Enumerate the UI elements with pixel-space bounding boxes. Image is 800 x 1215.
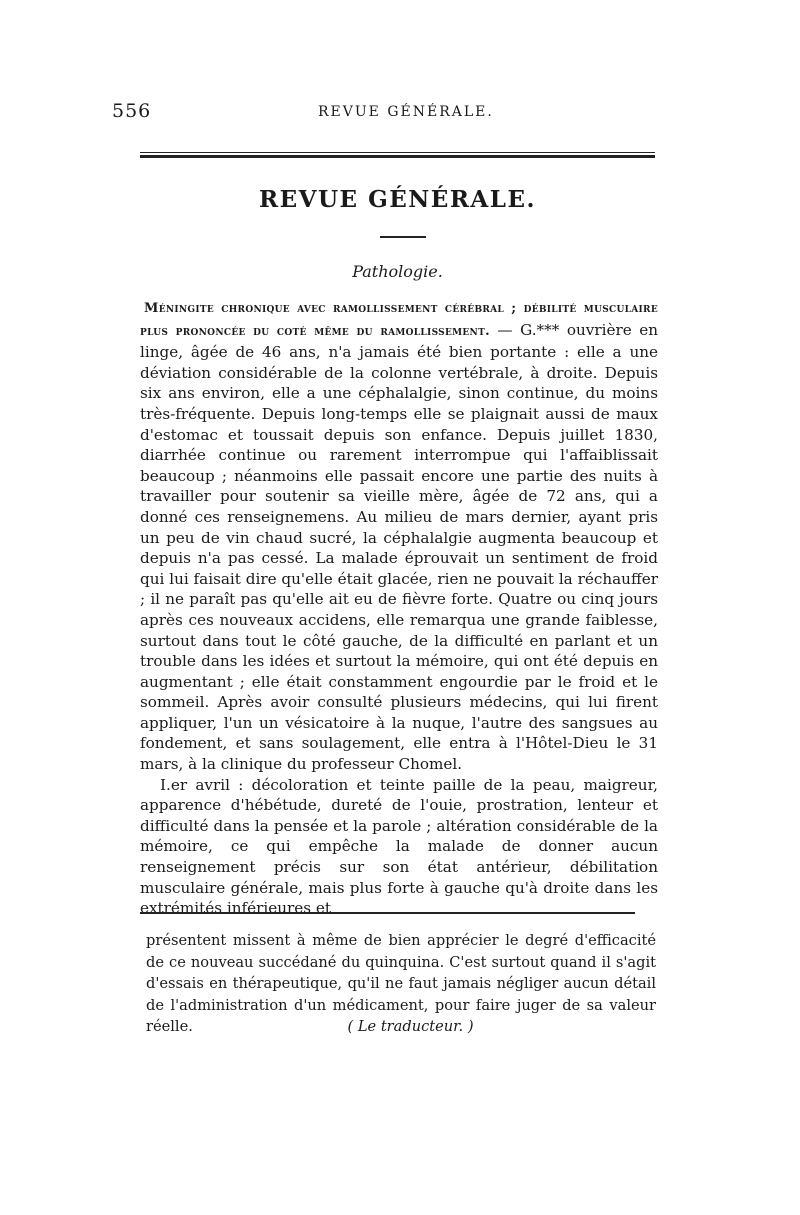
footnote-rule <box>140 912 635 914</box>
article-paragraph-1 <box>140 297 658 775</box>
footnote-signature: ( Le traducteur. ) <box>347 1018 474 1035</box>
footnote <box>146 930 656 1038</box>
footnote-text: présentent missent à même de bien apprécier le degré d'efficacité de ce nouveau succédané du quinquina. C'est surtout quand il s'agit d'essais en thérapeutique, qu'il ne faut jamais négliger aucun détail de l'administration d'un médicament, pour faire juger de sa valeur réelle. <box>146 932 656 1035</box>
subsection-title: Pathologie. <box>352 262 443 281</box>
article-paragraph-1-text: — G.*** ouvrière en linge, âgée de 46 ans, n'a jamais été bien portante : elle a une déviation considérable de la colonne vertébrale, à droite. Depuis six ans environ, elle a une céphalalgie, sinon continue, du moins très-fréquente. Depuis long-temps elle se plaignait aussi de maux d'estomac et toussait depuis son enfance. Depuis juillet 1830, diarrhée continue ou rarement interrompue qui l'affaiblissait beaucoup ; néanmoins elle passait encore une partie des nuits à travailler pour soutenir sa vieille mère, âgée de 72 ans, qui a donné ces renseignemens. Au milieu de mars dernier, ayant pris un peu de vin chaud sucré, la céphalalgie augmenta beaucoup et depuis n'a pas cessé. La malade éprouvait un sentiment de froid qui lui faisait dire qu'elle était glacée, rien ne pouvait la réchauffer ; il ne paraît pas qu'elle ait eu de fièvre forte. Quatre ou cinq jours après ces nouveaux accidens, elle remarqua une grande faiblesse, surtout dans tout le côté gauche, de la difficulté en parlant et un trouble dans les idées et surtout la mémoire, qui ont été depuis en augmentant ; elle était constamment engourdie par le froid et le sommeil. Après avoir consulté plusieurs médecins, qui lui firent appliquer, l'un un vésicatoire à la nuque, l'autre des sangsues au fondement, et sans soulagement, elle entra à l'Hôtel-Dieu le 31 mars, à la clinique du professeur Chomel. <box>140 320 659 774</box>
page-number: 556 <box>112 100 152 122</box>
running-head: REVUE GÉNÉRALE. <box>318 104 494 120</box>
article-paragraph-2: I.er avril : décoloration et teinte paille de la peau, maigreur, apparence d'hébétude, dureté de l'ouie, prostration, lenteur et difficulté dans la pensée et la parole ; altération considérable de la mémoire, ce qui empêche la malade de donner aucun renseignement précis sur son état antérieur, débilitation musculaire générale, mais plus forte à gauche qu'à droite dans les extrémités inférieures et <box>140 775 658 918</box>
section-title: REVUE GÉNÉRALE. <box>259 186 536 213</box>
article-body <box>140 297 658 919</box>
article-heading: Méningite chronique avec ramollissement cérébral ; débilité musculaire plus prononcée du coté même du ramollissement. <box>140 301 658 339</box>
top-rule <box>140 152 655 158</box>
short-divider <box>380 236 426 238</box>
